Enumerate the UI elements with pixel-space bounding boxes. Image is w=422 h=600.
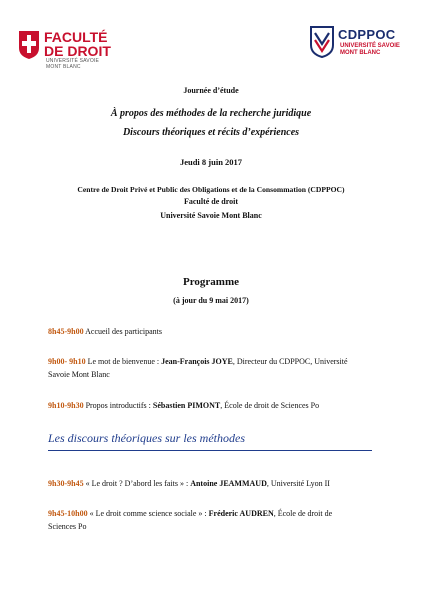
cdppoc-logo-subtitle: UNIVERSITÉ SAVOIE MONT BLANC [340,43,400,56]
item-text: Accueil des participants [83,327,162,336]
programme-item: 9h00- 9h10 Le mot de bienvenue : Jean-François JOYE, Directeur du CDPPOC, Université Savoie Mont Blanc [48,357,348,379]
speaker-name: Jean-François JOYE [161,357,233,366]
cdppoc-logo [310,22,410,72]
item-time: 9h00- 9h10 [48,357,86,366]
faculte-de-droit-logo [18,30,118,68]
programme-item: 9h30-9h45 « Le droit ? D’abord les faits » : Antoine JEAMMAUD, Université Lyon II [48,479,330,488]
event-title-line1: À propos des méthodes de la recherche juridique [110,108,312,119]
item-time: 9h10-9h30 [48,401,84,410]
event-date: Jeudi 8 juin 2017 [179,157,243,167]
programme-updated: (à jour du 9 mai 2017) [173,296,249,305]
faculte-logo-text: FACULTÉ DE DROIT [44,29,111,59]
event-title-line2: Discours théoriques et récits d’expériences [122,127,300,138]
organizer-line1: Centre de Droit Privé et Public des Obligations et de la Consommation (CDPPOC) [77,185,345,194]
programme-item: 9h10-9h30 Propos introductifs : Sébastien PIMONT, École de droit de Sciences Po [48,401,320,410]
organizer-line2: Faculté de droit [183,197,239,206]
item-time: 9h45-10h00 [48,509,88,518]
faculte-logo-subtitle: UNIVERSITÉ SAVOIE MONT BLANC [46,58,100,70]
section-divider [48,450,372,451]
item-time: 9h30-9h45 [48,479,84,488]
cdppoc-logo-text: CDPPOC [338,27,396,42]
speaker-name: Fréderic AUDREN [208,509,274,518]
section-heading: Les discours théoriques sur les méthodes [48,431,245,445]
cdppoc-shield-icon [310,26,334,58]
speaker-name: Sébastien PIMONT [152,401,221,410]
savoie-shield-icon [18,30,40,60]
organizer-line3: Université Savoie Mont Blanc [160,211,262,220]
programme-item [48,325,378,338]
programme-title: Programme [183,276,239,288]
programme-item: 9h45-10h00 « Le droit comme science sociale » : Fréderic AUDREN, École de droit de Sciences Po [48,509,333,531]
item-time: 8h45-9h00 [48,327,84,336]
speaker-name: Antoine JEAMMAUD [190,479,267,488]
event-type: Journée d’étude [183,86,239,95]
